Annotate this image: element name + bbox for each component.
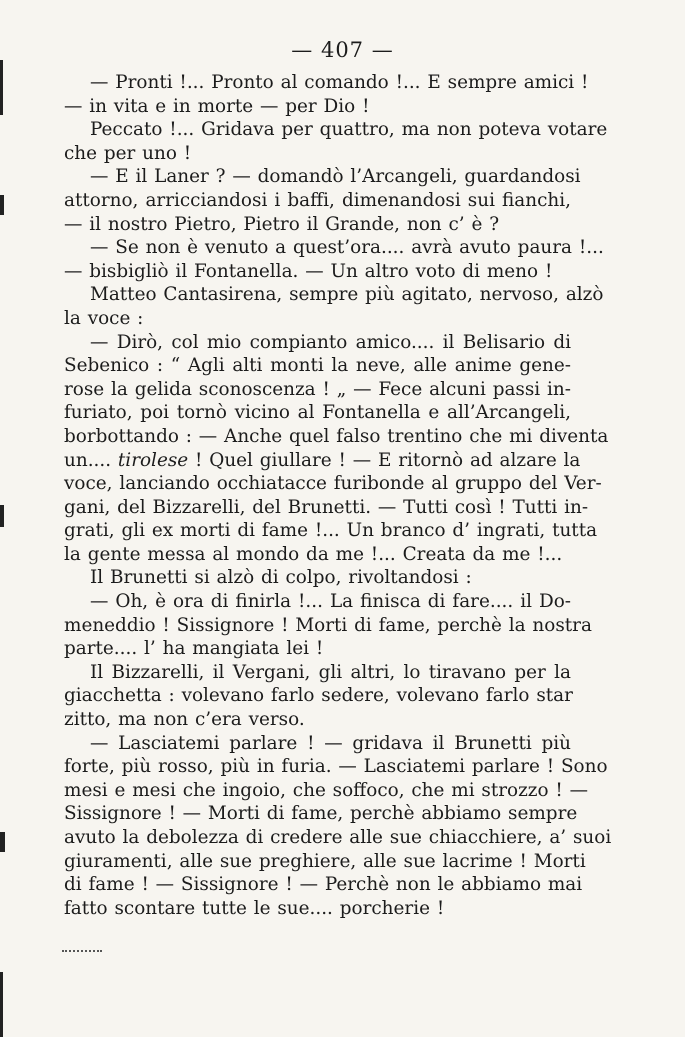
page-edge-mark <box>0 505 4 527</box>
text-line: zitto, ma non c’era verso. <box>64 709 305 731</box>
text-line: fatto scontare tutte le sue.... porcherie ! <box>64 897 445 919</box>
text-line: attorno, arricciandosi i baffi, dimenandosi sui fianchi, <box>64 189 571 211</box>
text-line: la voce : <box>64 307 144 329</box>
text-line: — Se non è venuto a quest’ora.... avrà avuto paura !... <box>90 237 604 259</box>
text-line: parte.... l’ ha mangiata lei ! <box>64 638 324 660</box>
text-line: — Oh, è ora di finirla !... La finisca di fare.... il Do- <box>90 591 571 613</box>
text-line: Il Bizzarelli, il Vergani, gli altri, lo tiravano per la <box>90 661 571 683</box>
text-line: giacchetta : volevano farlo sedere, volevano farlo star <box>64 685 573 707</box>
text-line: un.... tirolese ! Quel giullare ! — E ritornò ad alzare la <box>64 449 581 471</box>
page-number: — 407 — <box>291 38 394 62</box>
page-edge-mark <box>0 195 4 215</box>
text-line: giuramenti, alle sue preghiere, alle sue lacrime ! Morti <box>64 850 586 872</box>
text-line: rose la gelida sconoscenza ! „ — Fece alcuni passi in- <box>64 378 571 400</box>
text-line: grati, gli ex morti di fame !... Un branco d’ ingrati, tutta <box>64 520 598 542</box>
text-line: — il nostro Pietro, Pietro il Grande, non c’ è ? <box>64 213 500 235</box>
text-line: Sissignore ! — Morti di fame, perchè abbiamo sempre <box>64 803 578 825</box>
page-edge-mark <box>0 832 5 852</box>
italic-word: tirolese <box>117 449 189 471</box>
text-line: borbottando : — Anche quel falso trentino che mi diventa <box>64 425 609 447</box>
text-line: che per uno ! <box>64 142 192 164</box>
text-line: avuto la debolezza di credere alle sue chiacchiere, a’ suoi <box>64 827 612 848</box>
ink-smudge <box>62 950 102 955</box>
text-line: forte, più rosso, più in furia. — Lasciatemi parlare ! Sono <box>64 756 608 778</box>
text-line: — E il Laner ? — domandò l’Arcangeli, guardandosi <box>90 166 581 188</box>
text-line: Sebenico : “ Agli alti monti la neve, alle anime gene- <box>64 355 571 377</box>
text-line: furiato, poi tornò vicino al Fontanella e all’Arcangeli, <box>64 402 571 424</box>
text-line: Il Brunetti si alzò di colpo, rivoltandosi : <box>90 567 472 589</box>
text-line: — bisbigliò il Fontanella. — Un altro voto di meno ! <box>64 260 553 282</box>
text-line: meneddio ! Sissignore ! Morti di fame, perchè la nostra <box>64 614 592 636</box>
page-edge-mark <box>0 972 3 1037</box>
text-line: di fame ! — Sissignore ! — Perchè non le abbiamo mai <box>64 874 583 896</box>
text-line: — Dirò, col mio compianto amico.... il Belisario di <box>90 331 571 353</box>
text-line: voce, lanciando occhiatacce furibonde al gruppo del Ver- <box>64 473 602 495</box>
text-line: — Lasciatemi parlare ! — gridava il Brunetti più <box>90 732 571 754</box>
text-line: Peccato !... Gridava per quattro, ma non poteva votare <box>90 119 608 141</box>
body-text <box>64 71 612 920</box>
text-line: mesi e mesi che ingoio, che soffoco, che mi strozzo ! — <box>64 779 589 801</box>
text-line: — Pronti !... Pronto al comando !... E sempre amici ! <box>90 72 589 93</box>
page-edge-mark <box>0 60 3 115</box>
text-line: Matteo Cantasirena, sempre più agitato, nervoso, alzò <box>90 284 604 306</box>
text-line: la gente messa al mondo da me !... Creata da me !... <box>64 543 563 565</box>
text-line: gani, del Bizzarelli, del Brunetti. — Tutti così ! Tutti in- <box>64 496 589 518</box>
text-line: — in vita e in morte — per Dio ! <box>64 95 370 117</box>
